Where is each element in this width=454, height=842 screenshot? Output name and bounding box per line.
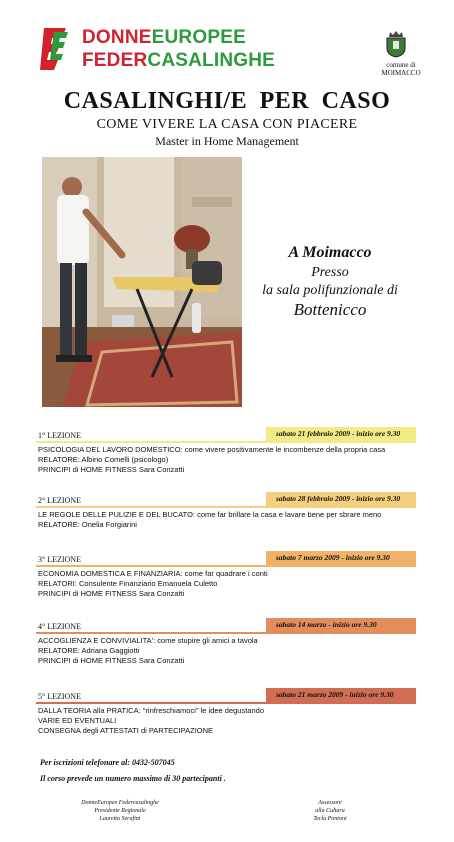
lesson-topic: DALLA TEORIA alla PRATICA: "rinfreschiamoci" le idee degustando bbox=[38, 706, 264, 715]
lesson-divider bbox=[36, 506, 416, 508]
lesson-extra: PRINCIPI di HOME FITNESS Sara Conzatti bbox=[38, 589, 185, 598]
lesson-topic: ECONOMIA DOMESTICA E FINANZIARIA: come far quadrare i conti bbox=[38, 569, 268, 578]
lesson-divider bbox=[36, 441, 416, 443]
lesson-1 bbox=[36, 427, 416, 475]
lesson-divider bbox=[36, 565, 416, 567]
lesson-date: sabato 14 marzo - inizio ore 9.30 bbox=[266, 618, 416, 632]
event-tagline: Master in Home Management bbox=[155, 134, 299, 148]
lesson-3 bbox=[36, 551, 416, 599]
comune-crest-icon bbox=[384, 30, 408, 58]
lesson-topic: ACCOGLIENZA E CONVIVIALITA': come stupire gli amici a tavola bbox=[38, 636, 258, 645]
lesson-date: sabato 21 marzo 2009 - inizio ore 9.30 bbox=[266, 688, 416, 702]
lesson-5 bbox=[36, 688, 416, 736]
lesson-number: 1° LEZIONE bbox=[38, 431, 81, 440]
lesson-extra: PRINCIPI di HOME FITNESS Sara Conzatti bbox=[38, 656, 185, 665]
location-venue: la sala polifunzionale di bbox=[262, 283, 398, 298]
lesson-divider bbox=[36, 702, 416, 704]
lesson-speaker: RELATORE: Albino Comelli (psicologo) bbox=[38, 455, 169, 464]
lesson-divider bbox=[36, 632, 416, 634]
lesson-2 bbox=[36, 492, 416, 530]
location-town: A Moimacco bbox=[288, 244, 372, 261]
participants-limit: Il corso prevede un numero massimo di 30 partecipanti . bbox=[40, 774, 226, 783]
registration-phone: Per iscrizioni telefonare al: 0432-507045 bbox=[40, 758, 175, 767]
lesson-extra: PRINCIPI di HOME FITNESS Sara Conzatti bbox=[38, 465, 185, 474]
lesson-date: sabato 21 febbraio 2009 - inizio ore 9.30 bbox=[266, 427, 416, 441]
org-name-line1: DONNEEUROPEE bbox=[82, 27, 246, 48]
lesson-speaker: RELATORE: Onelia Forgiarini bbox=[38, 520, 137, 529]
comune-label: comune di MOIMACCO bbox=[381, 61, 421, 77]
lesson-number: 3° LEZIONE bbox=[38, 555, 81, 564]
footer-organizer: DonneEuropee Federcasalinghe Presidente Regionale Lauretta Serafini bbox=[81, 800, 159, 822]
lesson-number: 4° LEZIONE bbox=[38, 622, 81, 631]
lesson-4 bbox=[36, 618, 416, 666]
lesson-extra: CONSEGNA degli ATTESTATI di PARTECIPAZIONE bbox=[38, 726, 214, 735]
lesson-speaker: RELATORE: Adriana Gaggiotti bbox=[38, 646, 140, 655]
lesson-number: 5° LEZIONE bbox=[38, 692, 81, 701]
donneeuropee-logo-icon bbox=[40, 24, 70, 72]
lesson-speaker: RELATORI: Consulente Finanziario Emanuela Culetto bbox=[38, 579, 218, 588]
org-name-line2: FEDERCASALINGHE bbox=[82, 50, 276, 71]
footer-assessore: Assessore alla Cultura Tecla Pontoni bbox=[313, 800, 347, 822]
location-presso: Presso bbox=[311, 265, 349, 280]
ironing-photo bbox=[42, 157, 242, 407]
location-place: Bottenicco bbox=[293, 300, 367, 319]
lesson-date: sabato 28 febbraio 2009 - inizio ore 9.30 bbox=[266, 492, 416, 506]
lesson-note: VARIE ED EVENTUALI bbox=[38, 716, 117, 725]
lesson-date: sabato 7 marzo 2009 - inizio ore 9.30 bbox=[266, 551, 416, 565]
lesson-topic: LE REGOLE DELLE PULIZIE E DEL BUCATO: come far brillare la casa e lavare bene per sbrare meno bbox=[38, 510, 382, 519]
lesson-topic: PSICOLOGIA DEL LAVORO DOMESTICO: come vivere positivamente le incombenze della propria casa bbox=[38, 445, 386, 454]
event-title: CASALINGHI/E PER CASO bbox=[63, 88, 391, 114]
lesson-number: 2° LEZIONE bbox=[38, 496, 81, 505]
event-subtitle: COME VIVERE LA CASA CON PIACERE bbox=[96, 117, 358, 132]
